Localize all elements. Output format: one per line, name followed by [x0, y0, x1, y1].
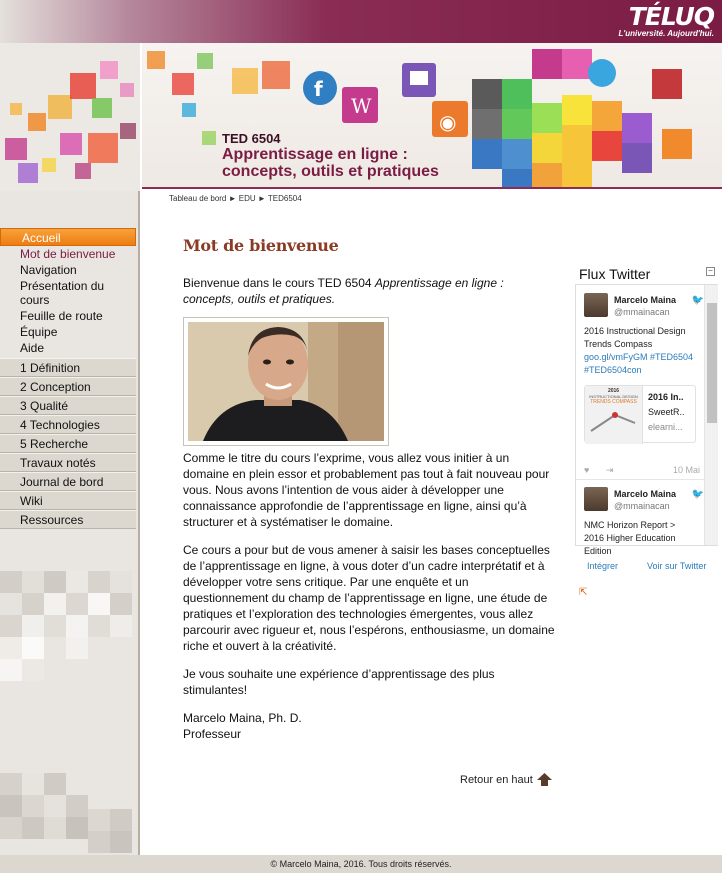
- top-bar: [0, 0, 722, 43]
- breadcrumb-course[interactable]: TED6504: [267, 194, 302, 203]
- logo-text: TÉLUQ: [628, 2, 714, 31]
- welcome-paragraph-1: Comme le titre du cours l’exprime, vous allez vous initier à un domaine en plein essor et probablement pas tout à fait nouveau pour vous. Nous avons l’intention de vous aider à développer une connaissance approfondie de l’apprentissage en ligne, ainsi qu’à structurer et à systématiser le domaine.: [183, 451, 550, 529]
- tweet-text: 2016 Instructional Design Trends Compass goo.gl/vmFyGM #TED6504 #TED6504con: [584, 325, 702, 377]
- course-title: [222, 146, 439, 180]
- course-title-italic: Apprentissage en ligne : concepts, outils et pratiques.: [183, 276, 504, 306]
- welcome-paragraph-2: Ce cours a pour but de vous amener à saisir les bases conceptuelles de l’apprentissage en ligne, à vous doter d’un cadre interprétatif et à développer votre sens critique. Par une enquête et un questionnement du champ de l’apprentissage en ligne, une étude de pratiques et l’exploration des technologies émergentes, vous allez parcourir avec rigueur et, nous l’espérons, enthousiasme, un domaine riche et ouvert à la créativité.: [183, 543, 555, 653]
- cubes-illustration-left: [0, 43, 140, 191]
- breadcrumb-dashboard[interactable]: Tableau de bord: [169, 194, 227, 203]
- professor-photo: [183, 317, 389, 446]
- twitter-timeline[interactable]: [575, 284, 718, 556]
- twitter-bird-icon: 🐦: [691, 489, 704, 500]
- svg-text:W: W: [351, 94, 372, 118]
- svg-text:◉: ◉: [439, 110, 457, 134]
- intro-paragraph: [183, 275, 555, 307]
- back-to-top-label: Retour en haut: [460, 773, 533, 786]
- nav-ressources[interactable]: Ressources: [0, 510, 136, 529]
- timeline-scrollbar[interactable]: [704, 285, 718, 545]
- course-title-line1: Apprentissage en ligne :: [222, 146, 408, 163]
- main-content: [183, 236, 555, 742]
- nav-mot-de-bienvenue[interactable]: Mot de bienvenue: [20, 247, 116, 261]
- card-title: 2016 In..: [648, 392, 684, 402]
- svg-text:f: f: [314, 77, 323, 101]
- tweet-author-handle[interactable]: @mmainacan: [614, 307, 670, 317]
- nav-journal-de-bord[interactable]: Journal de bord: [0, 472, 136, 491]
- teluq-logo[interactable]: [618, 3, 714, 38]
- card-summary: SweetR..: [648, 407, 685, 417]
- tweet-text: NMC Horizon Report > 2016 Higher Education Edition: [584, 520, 676, 556]
- page-title: Mot de bienvenue: [183, 236, 339, 255]
- professor-portrait: [188, 322, 384, 441]
- tweet-link[interactable]: goo.gl/vmFyGM #TED6504: [584, 352, 694, 362]
- scrollbar-thumb[interactable]: [707, 303, 717, 423]
- back-to-top-link[interactable]: [460, 773, 552, 786]
- heart-icon[interactable]: ♥: [584, 465, 590, 475]
- breadcrumb: [169, 194, 302, 203]
- tweet-author-name[interactable]: Marcelo Maina: [614, 489, 677, 499]
- compass-icon: [585, 405, 641, 435]
- course-title-line2: concepts, outils et pratiques: [222, 163, 439, 180]
- avatar[interactable]: [584, 487, 608, 511]
- twitter-widget-title: Flux Twitter: [579, 266, 651, 282]
- nav-presentation-du-cours[interactable]: Présentation du cours: [20, 279, 105, 307]
- breadcrumb-separator: ►: [228, 194, 237, 203]
- professor-photo-image: [188, 322, 384, 441]
- nav-qualite[interactable]: 3 Qualité: [0, 396, 136, 415]
- nav-accueil[interactable]: Accueil: [0, 228, 136, 246]
- external-link-icon[interactable]: ⇱: [579, 587, 588, 598]
- course-code: TED 6504: [222, 131, 281, 146]
- signature-role: Professeur: [183, 727, 242, 741]
- tweet-author-name[interactable]: Marcelo Maina: [614, 295, 677, 305]
- nav-recherche[interactable]: 5 Recherche: [0, 434, 136, 453]
- tweet-separator: [576, 479, 706, 480]
- avatar[interactable]: [584, 293, 608, 317]
- breadcrumb-separator: ►: [257, 194, 266, 203]
- tweet-actions: [584, 465, 700, 476]
- card-url: elearni...: [648, 422, 683, 432]
- view-on-twitter-link[interactable]: Voir sur Twitter: [647, 561, 707, 571]
- tweet-hashtag[interactable]: #TED6504con: [584, 365, 642, 375]
- nav-definition[interactable]: 1 Définition: [0, 358, 136, 377]
- nav-navigation[interactable]: Navigation: [20, 263, 77, 277]
- breadcrumb-edu[interactable]: EDU: [238, 194, 256, 203]
- nav-equipe[interactable]: Équipe: [20, 325, 58, 339]
- grey-squares-pattern: [0, 563, 138, 855]
- tweet-date[interactable]: 10 Mai: [672, 465, 700, 475]
- embed-link[interactable]: Intégrer: [587, 561, 619, 571]
- nav-aide[interactable]: Aide: [20, 341, 45, 355]
- signature-name: Marcelo Maina, Ph. D.: [183, 711, 302, 725]
- intro-text: Bienvenue dans le cours TED 6504: [183, 276, 375, 290]
- nav-feuille-de-route[interactable]: Feuille de route: [20, 309, 103, 323]
- tweet-link-card[interactable]: [584, 385, 696, 443]
- left-banner-decoration: [0, 43, 140, 191]
- nav-wiki[interactable]: Wiki: [0, 491, 136, 510]
- card-thumbnail: 2016 INSTRUCTIONAL DESIGN TRENDS COMPASS: [585, 386, 643, 444]
- nav-technologies[interactable]: 4 Technologies: [0, 415, 136, 434]
- logo-tagline: L'université. Aujourd'hui.: [618, 29, 714, 38]
- share-icon[interactable]: ⇥: [605, 465, 614, 475]
- welcome-paragraph-3: Je vous souhaite une expérience d’apprentissage des plus stimulantes!: [183, 667, 495, 697]
- nav-conception[interactable]: 2 Conception: [0, 377, 136, 396]
- course-banner: [142, 43, 722, 188]
- up-arrow-icon: [537, 773, 552, 786]
- tweet-author-handle[interactable]: @mmainacan: [614, 501, 670, 511]
- left-navigation: [0, 228, 136, 529]
- left-decorative-pattern: [0, 563, 138, 855]
- nav-travaux-notes[interactable]: Travaux notés: [0, 453, 136, 472]
- banner-divider: [142, 187, 722, 189]
- collapse-icon[interactable]: −: [706, 267, 715, 276]
- twitter-bird-icon: 🐦: [691, 295, 704, 306]
- footer-copyright: © Marcelo Maina, 2016. Tous droits réservés.: [0, 855, 722, 873]
